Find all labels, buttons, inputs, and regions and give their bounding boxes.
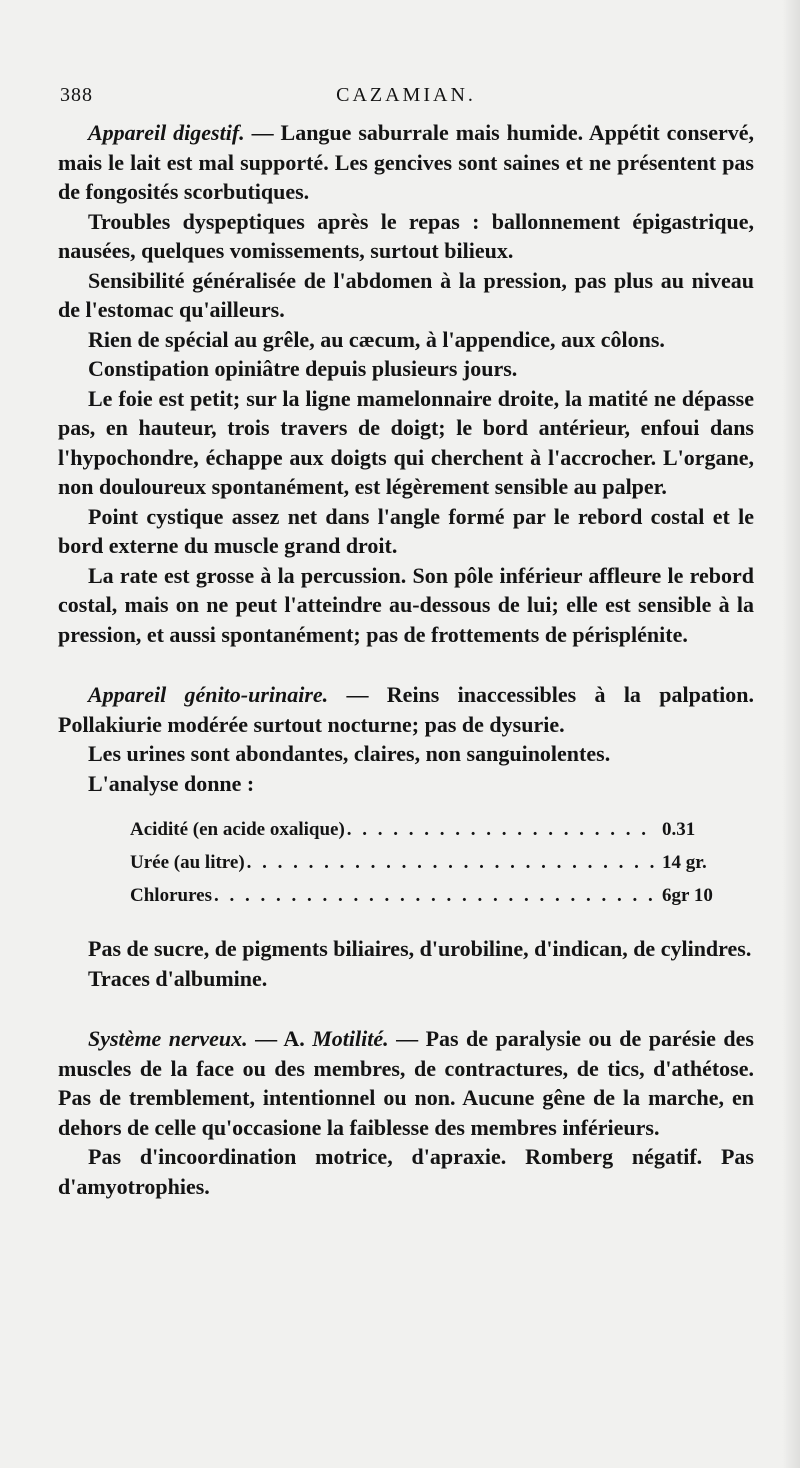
- paragraph-text: — A.: [247, 1026, 313, 1051]
- paragraph: Rien de spécial au grêle, au cæcum, à l'appendice, aux côlons.: [88, 326, 665, 352]
- paragraph: Pas d'incoordination motrice, d'apraxie. Romberg négatif. Pas d'amyotrophies.: [58, 1144, 754, 1199]
- paragraph: Point cystique assez net dans l'angle formé par le rebord costal et le bord externe du muscle grand droit.: [58, 503, 754, 558]
- paragraph-text: — Reins inaccessibles à la palpation. Pollakiurie modérée surtout nocturne; pas de dysurie.: [58, 682, 755, 737]
- section-heading-systeme-nerveux: Système nerveux.: [88, 1026, 248, 1051]
- table-value: 6gr 10: [662, 885, 713, 906]
- paragraph: Constipation opiniâtre depuis plusieurs jours.: [88, 356, 518, 381]
- paragraph: Traces d'albumine.: [88, 965, 268, 991]
- running-head: CAZAMIAN.: [336, 84, 476, 106]
- page-header: [58, 78, 754, 118]
- paragraph-text: — Langue saburrale mais humide. Appétit conservé, mais le lait est mal supporté. Les gencives sont saines et ne présentent pas de fongosités scorbutiques.: [58, 120, 754, 204]
- table-label: Acidité (en acide oxalique): [130, 819, 345, 840]
- section-heading-digestif: Appareil digestif.: [88, 120, 245, 145]
- section-heading-genito-urinaire: Appareil génito-urinaire.: [88, 682, 329, 707]
- paragraph-systeme-nerveux: [58, 1024, 754, 1142]
- leader-dots: [214, 885, 656, 907]
- leader-dots: [347, 819, 656, 841]
- table-row: [130, 819, 720, 852]
- table-value: 0.31: [662, 819, 696, 840]
- paragraph: L'analyse donne :: [88, 770, 255, 796]
- paragraph-digestif: [58, 118, 754, 207]
- table-value: 14 gr.: [662, 852, 707, 873]
- analysis-table: [130, 819, 720, 918]
- leader-dots: [247, 852, 656, 874]
- paragraph: Troubles dyspeptiques après le repas : ballonnement épigastrique, nausées, quelques vomissements, surtout bilieux.: [58, 208, 754, 263]
- paragraph: La rate est grosse à la percussion. Son pôle inférieur affleure le rebord costal, mais on ne peut l'atteindre au-dessous de lui; elle est sensible à la pression, et aussi spontanément; pas de frottements de périsplénite.: [58, 562, 754, 647]
- paragraph-text: — Pas de paralysie ou de parésie des muscles de la face ou des membres, de contractures, de tics, d'athétose. Pas de tremblement, intentionnel ou non. Aucune gêne de la marche, en dehors de celle qu'occasione la faiblesse des membres inférieurs.: [58, 1026, 754, 1140]
- paragraph: Le foie est petit; sur la ligne mamelonnaire droite, la matité ne dépasse pas, en hauteur, trois travers de doigt; le bord antérieur, enfoui dans l'hypochondre, échappe aux doigts qui cherchent à l'accrocher. L'organe, non douloureux spontanément, est légèrement sensible au palper.: [58, 385, 754, 499]
- paragraph: Pas de sucre, de pigments biliaires, d'urobiline, d'indican, de cylindres.: [88, 936, 752, 961]
- paragraph: Les urines sont abondantes, claires, non sanguinolentes.: [88, 741, 611, 766]
- paragraph: Sensibilité généralisée de l'abdomen à la pression, pas plus au niveau de l'estomac qu'ailleurs.: [58, 267, 754, 322]
- page-number: 388: [60, 84, 93, 106]
- paragraph-genito-urinaire: [58, 680, 754, 739]
- table-row: [130, 852, 720, 885]
- table-label: Urée (au litre): [130, 852, 245, 873]
- table-label: Chlorures: [130, 885, 212, 906]
- page-edge-shadow: [782, 0, 800, 1468]
- subsection-heading-motilite: Motilité.: [312, 1026, 389, 1051]
- table-row: [130, 885, 720, 918]
